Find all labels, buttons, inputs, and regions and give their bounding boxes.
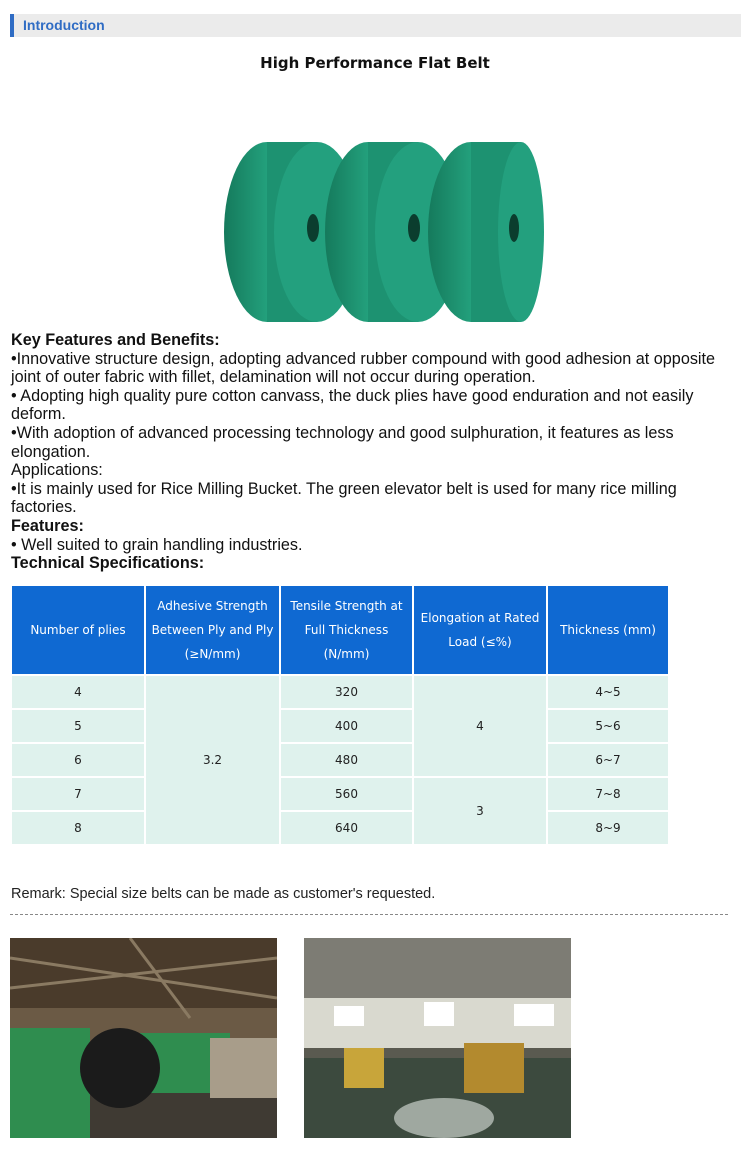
cell-thickness: 8~9 [547, 811, 669, 845]
remark-text: Remark: Special size belts can be made as customer's requested. [11, 886, 436, 902]
section-title: Introduction [23, 17, 105, 33]
product-title: High Performance Flat Belt [260, 54, 490, 72]
factory-photo [10, 938, 277, 1138]
spec-table [10, 584, 670, 846]
features-item: • Well suited to grain handling industries. [11, 535, 303, 554]
cell-plies: 4 [11, 675, 145, 709]
section-header [10, 14, 741, 37]
applications-heading: Applications: [11, 461, 103, 480]
table-header-row [11, 585, 669, 675]
cell-tensile: 640 [280, 811, 413, 845]
cell-tensile: 480 [280, 743, 413, 777]
cell-thickness: 6~7 [547, 743, 669, 777]
cell-tensile: 560 [280, 777, 413, 811]
cell-tensile: 400 [280, 709, 413, 743]
cell-elongation: 3 [413, 777, 547, 845]
belt-roll [428, 142, 544, 322]
applications-item: •It is mainly used for Rice Milling Bucket. The green elevator belt is used for many rice milling factories. [11, 479, 677, 517]
table-row [11, 675, 669, 709]
feature-item: •Innovative structure design, adopting advanced rubber compound with good adhesion at opposite joint of outer fabric with fillet, delamination will not occur during operation. [11, 349, 716, 387]
header-elongation: Elongation at Rated Load (≤%) [413, 585, 547, 675]
features-text [11, 331, 736, 573]
header-tensile: Tensile Strength at Full Thickness (N/mm) [280, 585, 413, 675]
feature-item: •With adoption of advanced processing technology and good sulphuration, it features as less elongation. [11, 423, 674, 461]
key-features-heading: Key Features and Benefits: [11, 331, 220, 349]
dashed-divider [10, 914, 728, 915]
features-heading: Features: [11, 516, 84, 535]
cell-plies: 7 [11, 777, 145, 811]
cell-plies: 8 [11, 811, 145, 845]
cell-thickness: 4~5 [547, 675, 669, 709]
cell-elongation: 4 [413, 675, 547, 777]
header-plies: Number of plies [11, 585, 145, 675]
table-row [11, 743, 669, 777]
header-adhesive: Adhesive Strength Between Ply and Ply (≥N/mm) [145, 585, 280, 675]
table-row [11, 709, 669, 743]
cell-adhesive: 3.2 [145, 675, 280, 845]
cell-plies: 6 [11, 743, 145, 777]
belt-rolls-image [205, 132, 545, 332]
cell-plies: 5 [11, 709, 145, 743]
header-thickness: Thickness (mm) [547, 585, 669, 675]
cell-thickness: 5~6 [547, 709, 669, 743]
feature-item: • Adopting high quality pure cotton canvass, the duck plies have good enduration and not easily deform. [11, 386, 694, 424]
table-row [11, 777, 669, 811]
spec-heading: Technical Specifications: [11, 554, 205, 573]
warehouse-photo [304, 938, 571, 1138]
cell-thickness: 7~8 [547, 777, 669, 811]
table-row [11, 811, 669, 845]
cell-tensile: 320 [280, 675, 413, 709]
